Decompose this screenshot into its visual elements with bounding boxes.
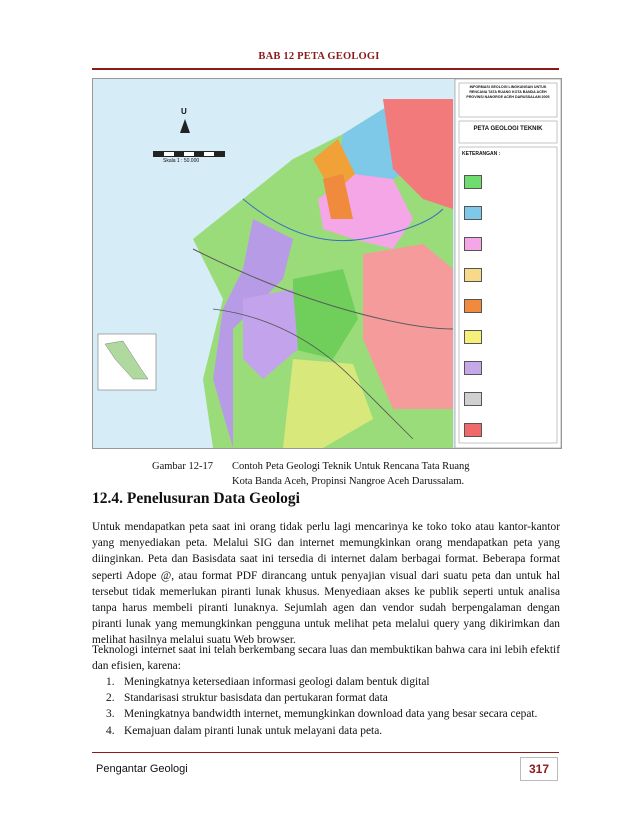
book-title: Pengantar Geologi — [96, 763, 188, 775]
geology-map — [93, 79, 561, 448]
list-item: 2. Standarisasi struktur basisdata dan pertukaran format data — [106, 692, 388, 705]
legend-heading: KETERANGAN : — [462, 151, 501, 157]
north-arrow-label: U — [181, 107, 187, 116]
map-info-title: INFORMASI GEOLOGI LINGKUNGAN UNTUK RENCANA TATA RUANG KOTA BANDA ACEH PROVINSI NANGROE ACEH DARUSSALAM 2005 — [466, 85, 550, 99]
list-item: 1. Meningkatnya ketersediaan informasi geologi dalam bentuk digital — [106, 676, 430, 688]
legend-swatch — [464, 361, 482, 375]
chapter-header: BAB 12 PETA GEOLOGI — [258, 51, 380, 62]
header-divider — [92, 68, 559, 70]
legend-swatch — [464, 299, 482, 313]
legend-swatch — [464, 206, 482, 220]
section-heading: 12.4. Penelusuran Data Geologi — [92, 490, 300, 507]
map-title: PETA GEOLOGI TEKNIK — [473, 126, 543, 132]
legend-swatch — [464, 392, 482, 406]
caption-line-1: Contoh Peta Geologi Teknik Untuk Rencana Tata Ruang — [232, 461, 470, 472]
list-item: 4. Kemajuan dalam piranti lunak untuk melayani data peta. — [106, 724, 383, 737]
legend-swatch — [464, 175, 482, 189]
geology-map-figure — [92, 78, 562, 449]
footer-divider — [92, 752, 559, 753]
caption-label: Gambar 12-17 — [152, 461, 213, 472]
paragraph-1: Untuk mendapatkan peta saat ini orang tidak perlu lagi mencarinya ke toko toko atau kantor-kantor yang menyediakan peta. Melalui SIG dan internet memungkinkan orang mendapatkan peta yang diinginkan. Peta dan Basisdata saat ini tersedia di internet dalam berbagai format. Beberapa format seperti Adope @, atau format PDF dirancang untuk penyajian visual dari suatu peta dan untuk hal tersebut tidak memerlukan piranti lunak khusus. Menyediaan akses ke publik seperti untuk analisa tanpa harus membeli piranti lunaknya. Sejumlah agen dan vendor sudah berpengalaman dengan piranti lunak yang memungkinkan pengguna untuk melihat peta melalui query yang dikirimkan dan melihat hasilnya melalui suatu Web browser. — [92, 521, 560, 647]
scale-bar — [153, 151, 225, 157]
paragraph-2: Teknologi internet saat ini telah berkembang secara luas dan membuktikan bahwa cara ini lebih efektif dan efisien, karena: — [92, 644, 560, 673]
north-arrow-icon — [180, 119, 190, 133]
figure-caption — [152, 459, 470, 489]
legend-swatches — [464, 175, 480, 449]
reasons-list — [106, 674, 561, 739]
scale-label: Skala 1 : 50.000 — [163, 158, 200, 164]
caption-line-2: Kota Banda Aceh, Propinsi Nangroe Aceh Darussalam. — [232, 476, 465, 487]
list-item: 3. Meningkatnya bandwidth internet, memungkinkan download data yang besar secara cepat. — [106, 708, 538, 721]
legend-swatch — [464, 330, 482, 344]
legend-swatch — [464, 423, 482, 437]
legend-swatch — [464, 237, 482, 251]
page-number: 317 — [520, 757, 558, 781]
legend-swatch — [464, 268, 482, 282]
